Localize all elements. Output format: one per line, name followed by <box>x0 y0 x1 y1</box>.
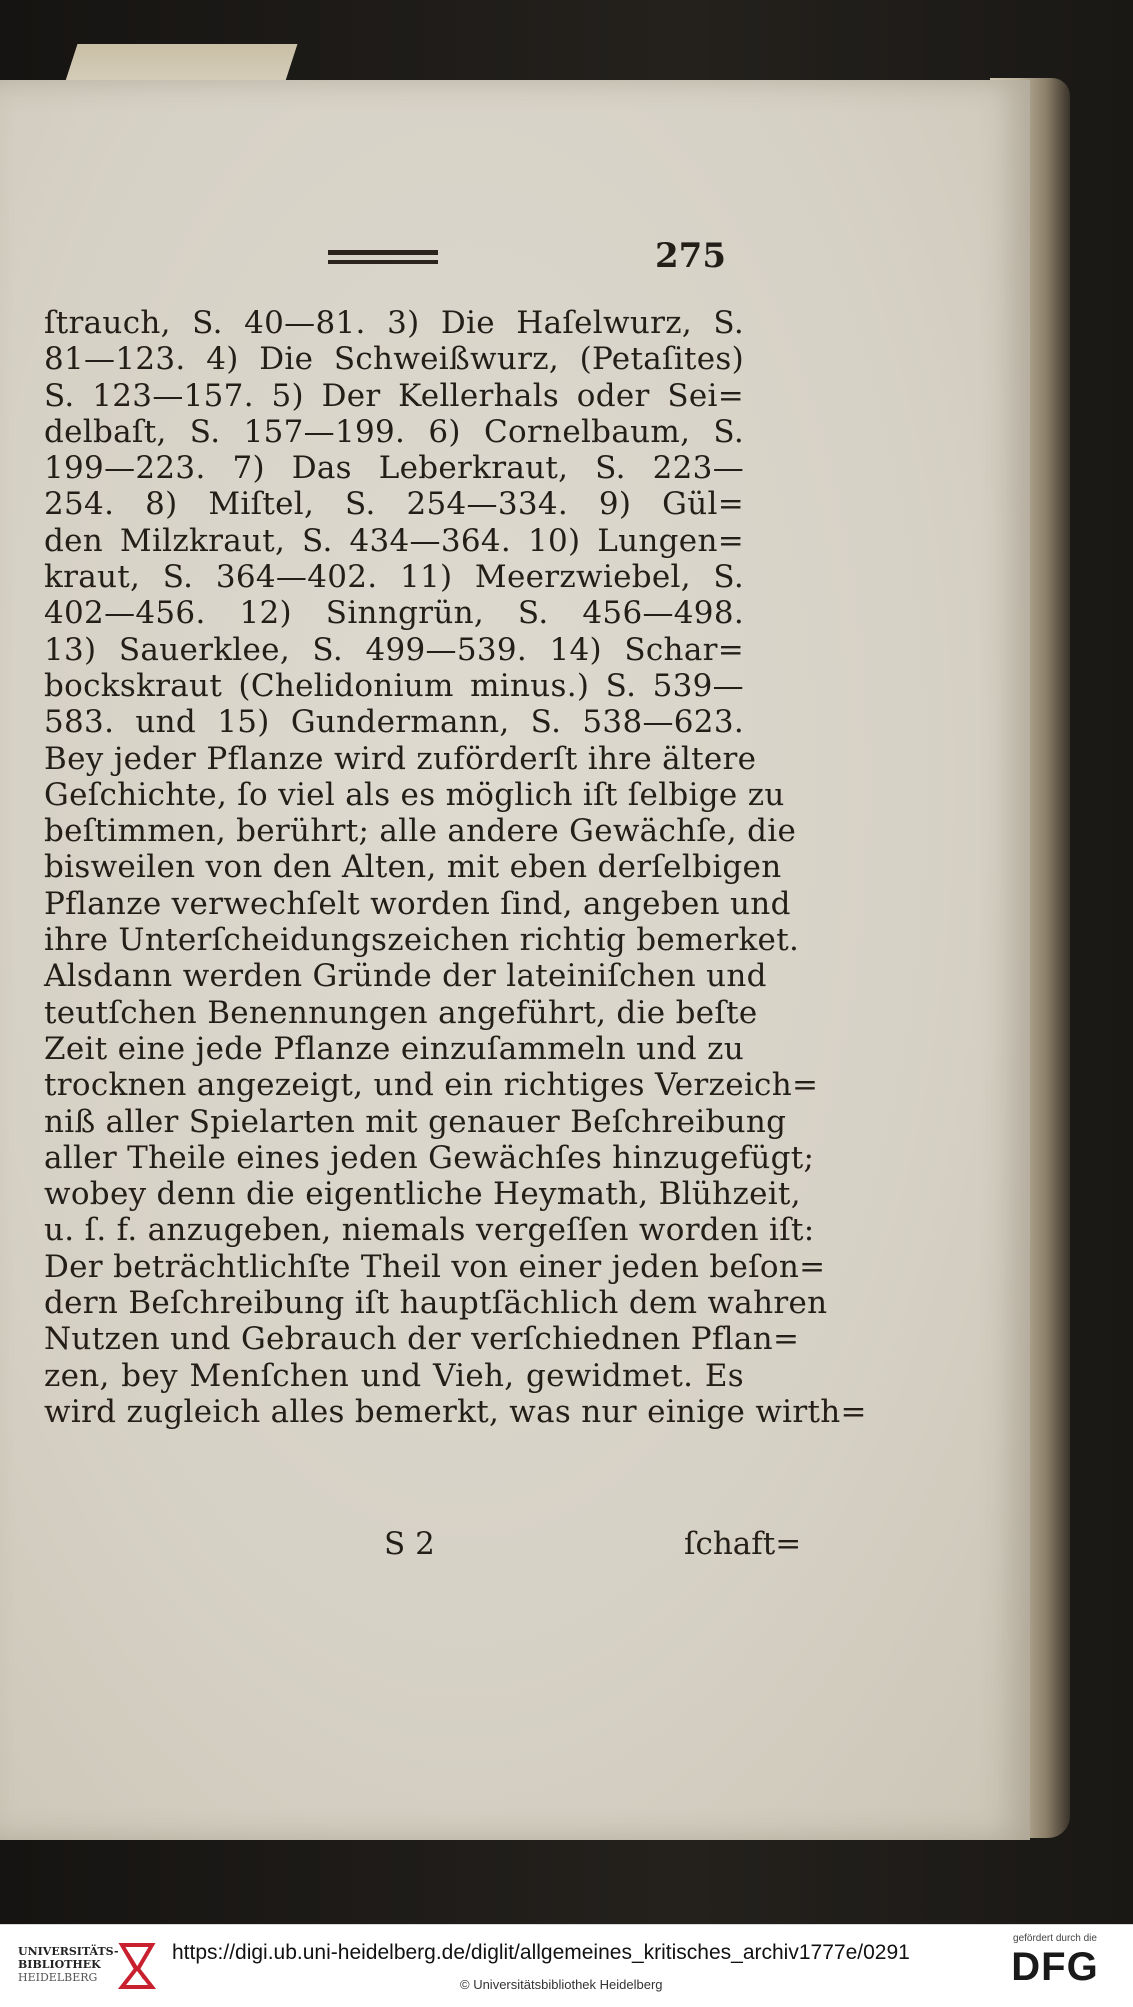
text-line: Geſchichte, ſo viel als es möglich iſt ſelbige zu <box>44 776 785 813</box>
text-line: 81—123. 4) Die Schweißwurz, (Petaſites) <box>44 341 744 378</box>
text-line: Der beträchtlichſte Theil von einer jeden beſon= <box>44 1248 826 1285</box>
text-line: ihre Unterſcheidungszeichen richtig bemerket. <box>44 922 800 959</box>
body-text <box>44 305 867 1430</box>
text-line: Pflanze verwechſelt worden ſind, angeben und <box>44 885 791 922</box>
text-line: dern Beſchreibung iſt hauptſächlich dem wahren <box>44 1285 828 1322</box>
text-line: den Milzkraut, S. 434—364. 10) Lungen= <box>44 522 744 559</box>
text-line: wobey denn die eigentliche Heymath, Blühzeit, <box>44 1176 801 1213</box>
signature-mark: S 2 <box>384 1526 435 1562</box>
text-line: zen, bey Menſchen und Vieh, gewidmet. Es <box>44 1357 744 1394</box>
copyright-notice: © Universitätsbibliothek Heidelberg <box>460 1977 663 1992</box>
institution-line: BIBLIOTHEK <box>18 1958 101 1971</box>
permalink-url[interactable]: https://digi.ub.uni-heidelberg.de/diglit/allgemeines_kritisches_archiv1777e/0291 <box>172 1941 910 1964</box>
funder-label: gefördert durch die <box>1013 1933 1097 1944</box>
text-line: S. 123—157. 5) Der Kellerhals oder Sei= <box>44 377 744 414</box>
text-line: 13) Sauerklee, S. 499—539. 14) Schar= <box>44 631 744 668</box>
header-rule <box>328 250 438 264</box>
text-line: kraut, S. 364—402. 11) Meerzwiebel, S. <box>44 559 744 596</box>
text-line: teutſchen Benennungen angeführt, die beſte <box>44 994 758 1031</box>
text-line: Nutzen und Gebrauch der verſchiednen Pflan= <box>44 1321 800 1358</box>
text-line: wird zugleich alles bemerkt, was nur einige wirth= <box>44 1393 867 1430</box>
text-line: trocknen angezeigt, und ein richtiges Verzeich= <box>44 1067 819 1104</box>
text-line: beſtimmen, berührt; alle andere Gewächſe, die <box>44 813 797 850</box>
text-line: Zeit eine jede Pflanze einzuſammeln und zu <box>44 1030 744 1067</box>
catchword: ſchaft= <box>684 1526 802 1562</box>
viewer-footer <box>0 1924 1133 2007</box>
text-line: u. ſ. f. anzugeben, niemals vergeſſen worden iſt: <box>44 1212 815 1249</box>
library-emblem-icon <box>114 1939 160 1993</box>
text-line: Alsdann werden Gründe der lateiniſchen und <box>44 958 767 995</box>
text-line: 402—456. 12) Sinngrün, S. 456—498. <box>44 595 744 632</box>
text-line: 583. und 15) Gundermann, S. 538—623. <box>44 704 744 741</box>
dfg-logo: DFG <box>1011 1945 1099 1989</box>
text-line: Bey jeder Pflanze wird zuförderſt ihre ältere <box>44 740 757 777</box>
institution-line: UNIVERSITÄTS- <box>18 1945 119 1958</box>
text-line: aller Theile eines jeden Gewächſes hinzugefügt; <box>44 1139 815 1176</box>
institution-line: HEIDELBERG <box>18 1971 98 1984</box>
text-line: niß aller Spielarten mit genauer Beſchreibung <box>44 1103 787 1140</box>
text-line: 254. 8) Miſtel, S. 254—334. 9) Gül= <box>44 486 744 523</box>
text-line: ſtrauch, S. 40—81. 3) Die Haſelwurz, S. <box>44 305 744 341</box>
page-number: 275 <box>655 236 726 276</box>
signature-row <box>44 1526 802 1566</box>
funder-logo <box>995 1933 1115 2001</box>
text-line: delbaſt, S. 157—199. 6) Cornelbaum, S. <box>44 413 744 450</box>
text-line: bockskraut (Chelidonium minus.) S. 539— <box>44 667 744 704</box>
text-line: 199—223. 7) Das Leberkraut, S. 223— <box>44 450 744 487</box>
text-line: bisweilen von den Alten, mit eben derſelbigen <box>44 849 782 886</box>
